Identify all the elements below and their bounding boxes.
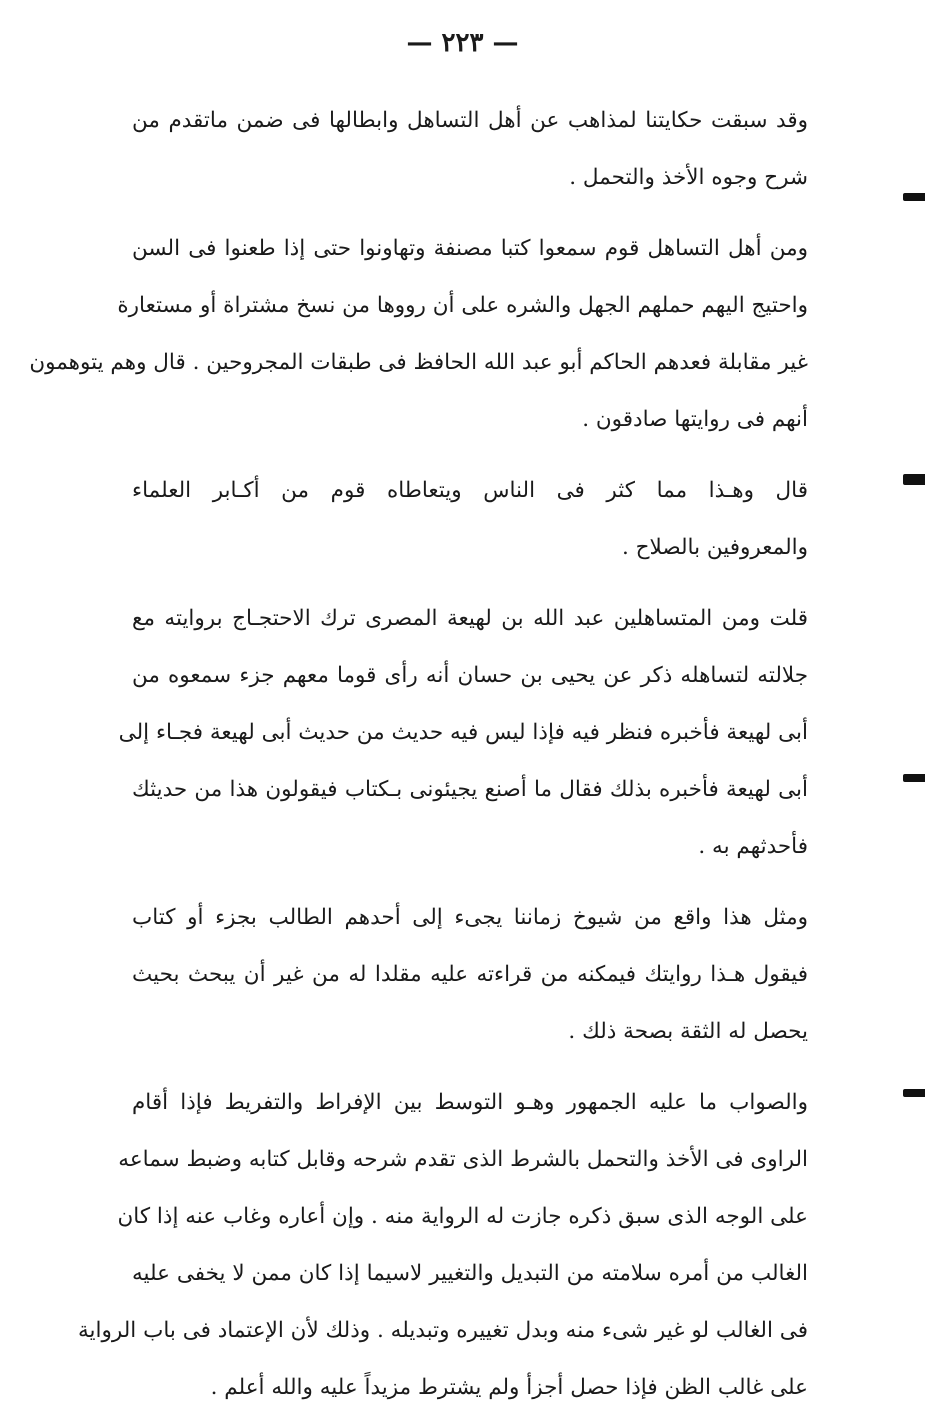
- text-line: فيقول هـذا روايتك فيمكنه من قراءته عليه مقلدا له من غير أن يبحث بحيث: [132, 962, 808, 987]
- text-line: أبى لهيعة فأخبره فنظر فيه فإذا ليس فيه حديث من حديث أبى لهيعة فجـاء إلى: [118, 720, 808, 745]
- text-line: قال وهـذا مما كثر فى الناس ويتعاطاه قوم من أكـابر العلماء: [132, 478, 808, 503]
- text-line: وقد سبقت حكايتنا لمذاهب عن أهل التساهل وابطالها فى ضمن ماتقدم من: [132, 108, 808, 133]
- text-line: جلالته لتساهله ذكر عن يحيى بن حسان أنه رأى قوما معهم جزء سمعوه من: [132, 663, 808, 688]
- page-number: — ٢٢٣ —: [406, 28, 519, 58]
- text-line: فى الغالب لو غير شىء منه وبدل تغييره وتبديله . وذلك لأن الإعتماد فى باب الرواية: [78, 1318, 808, 1343]
- text-line: فأحدثهم به .: [698, 834, 808, 859]
- paragraph: [132, 462, 808, 576]
- text-line: يحصل له الثقة بصحة ذلك .: [568, 1019, 808, 1044]
- paragraph: [132, 889, 808, 1060]
- text-line: على غالب الظن فإذا حصل أجزأ ولم يشترط مزيداً عليه والله أعلم .: [210, 1375, 808, 1400]
- text-line: ومن أهل التساهل قوم سمعوا كتبا مصنفة وتهاونوا حتى إذا طعنوا فى السن: [132, 236, 808, 261]
- text-line: ومثل هذا واقع من شيوخ زماننا يجىء إلى أحدهم الطالب بجزء أو كتاب: [132, 905, 808, 930]
- body-text: [29, 92, 808, 1416]
- text-line: والصواب ما عليه الجمهور وهـو التوسط بين الإفراط والتفريط فإذا أقام: [132, 1090, 808, 1115]
- scan-edge-mark: [903, 193, 925, 201]
- text-line: غير مقابلة فعدهم الحاكم أبو عبد الله الحافظ فى طبقات المجروحين . قال وهم يتوهمون: [29, 350, 808, 375]
- text-line: قلت ومن المتساهلين عبد الله بن لهيعة المصرى ترك الاحتجـاج بروايته مع: [132, 606, 808, 631]
- scan-edge-mark: [903, 474, 925, 485]
- text-line: على الوجه الذى سبق ذكره جازت له الرواية منه . وإن أعاره وغاب عنه إذا كان: [117, 1204, 808, 1229]
- text-line: شرح وجوه الأخذ والتحمل .: [569, 165, 808, 190]
- text-line: الراوى فى الأخذ والتحمل بالشرط الذى تقدم شرحه وقابل كتابه وضبط سماعه: [118, 1147, 808, 1172]
- paragraph: [29, 220, 808, 448]
- paragraph: [78, 1074, 808, 1416]
- scan-edge-mark: [903, 774, 925, 782]
- text-line: واحتيج اليهم حملهم الجهل والشره على أن رووها من نسخ مشتراة أو مستعارة: [117, 293, 808, 318]
- text-line: الغالب من أمره سلامته من التبديل والتغيير لاسيما إذا كان ممن لا يخفى عليه: [132, 1261, 808, 1286]
- text-line: والمعروفين بالصلاح .: [621, 535, 808, 560]
- text-line: أبى لهيعة فأخبره بذلك فقال ما أصنع يجيئونى بـكتاب فيقولون هذا من حديثك: [132, 777, 808, 802]
- paragraph: [132, 92, 808, 206]
- text-line: أنهم فى روايتها صادقون .: [582, 407, 808, 432]
- paragraph: [118, 590, 808, 875]
- scan-edge-mark: [903, 1089, 925, 1097]
